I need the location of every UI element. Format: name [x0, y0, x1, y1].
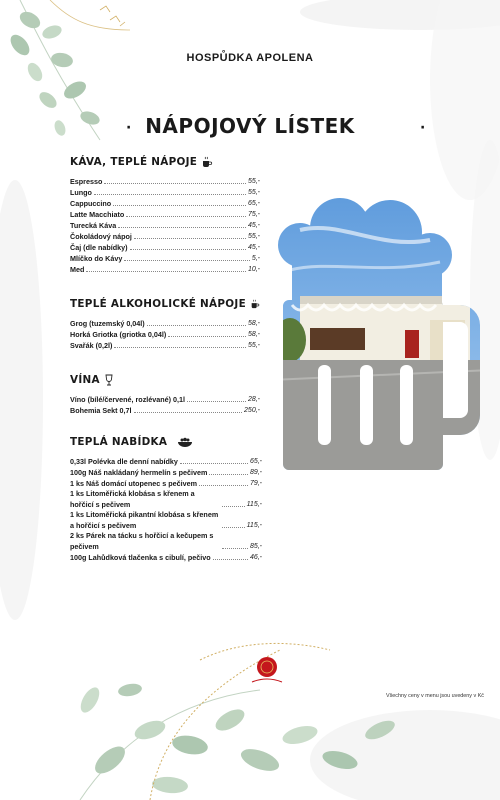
section-title [70, 298, 260, 310]
section-title [70, 436, 262, 448]
menu-item [70, 220, 260, 231]
item-name: 1 ks Náš domácí utopenec s pečivem [70, 479, 198, 488]
item-name: Latte Macchiato [70, 210, 125, 219]
section-title-text: TEPLÁ NABÍDKA [70, 436, 168, 448]
menu-item [70, 552, 262, 563]
item-name: 2 ks Párek na tácku s hořčicí a kečupem s pečivem [70, 531, 214, 551]
item-name: Espresso [70, 177, 103, 186]
section-title [70, 374, 260, 386]
item-name: Bohemia Sekt 0,7l [70, 406, 132, 415]
item-price: 28,- [247, 396, 260, 403]
menu-item [70, 394, 260, 405]
menu-item [70, 478, 262, 489]
section-hot-food [70, 436, 262, 563]
menu-item [70, 242, 260, 253]
item-name: 1 ks Litoměřická klobása s křenem a hořčicí s pečivem [70, 489, 195, 509]
item-name: Čokoládový nápoj [70, 232, 132, 241]
item-name: 100g Lahůdková tlačenka s cibulí, pečivo [70, 553, 211, 562]
item-name: Čaj (dle nabídky) [70, 243, 128, 252]
item-price: 46,- [249, 554, 262, 561]
menu-item [70, 329, 260, 340]
item-price: 85,- [249, 543, 262, 550]
menu-item [70, 405, 260, 416]
menu-item [70, 209, 260, 220]
menu-item [70, 187, 260, 198]
item-name: Víno (bílé/červené, rozlévané) 0,1l [70, 395, 186, 404]
item-price: 79,- [249, 480, 262, 487]
item-name: 100g Náš nakládaný hermelín s pečivem [70, 468, 208, 477]
item-price: 115,- [246, 501, 262, 508]
price-note: Všechny ceny v menu jsou uvedeny v Kč [386, 693, 484, 699]
title-bullet-right: · [420, 120, 426, 136]
menu-item [70, 318, 260, 329]
menu-item [70, 531, 262, 552]
item-price: 55,- [247, 178, 260, 185]
menu-title: NÁPOJOVÝ LÍSTEK [145, 114, 355, 138]
item-price: 45,- [247, 222, 260, 229]
pilsner-urquell-logo [250, 656, 296, 690]
hot-drink-icon [250, 298, 260, 310]
item-name: Horká Griotka (griotka 0,04l) [70, 330, 167, 339]
menu-item [70, 467, 262, 478]
menu-item [70, 253, 260, 264]
section-wines [70, 374, 260, 416]
item-price: 115,- [246, 522, 262, 529]
item-price: 55,- [247, 233, 260, 240]
item-price: 45,- [247, 244, 260, 251]
item-price: 5,- [251, 255, 260, 262]
item-price: 58,- [247, 320, 260, 327]
item-price: 58,- [247, 331, 260, 338]
section-title-text: TEPLÉ ALKOHOLICKÉ NÁPOJE [70, 298, 246, 310]
menu-item [70, 456, 262, 467]
item-name: 1 ks Litoměřická pikantní klobása s křenem a hořčicí s pečivem [70, 510, 219, 530]
item-price: 65,- [249, 458, 262, 465]
wine-glass-icon [104, 374, 114, 386]
item-name: Cappuccino [70, 199, 112, 208]
item-price: 55,- [247, 189, 260, 196]
item-price: 55,- [247, 342, 260, 349]
menu-item [70, 264, 260, 275]
section-title-text: KÁVA, TEPLÉ NÁPOJE [70, 156, 198, 168]
item-price: 89,- [249, 469, 262, 476]
section-coffee [70, 156, 260, 275]
menu-item [70, 198, 260, 209]
menu-item [70, 176, 260, 187]
beer-mug-photo [270, 190, 490, 480]
item-name: Svařák (0,2l) [70, 341, 113, 350]
section-title-text: VÍNA [70, 374, 100, 386]
item-name: Mlíčko do Kávy [70, 254, 123, 263]
item-price: 10,- [247, 266, 260, 273]
coffee-cup-icon [201, 156, 213, 168]
menu-item [70, 340, 260, 351]
item-name: 0,33l Polévka dle denní nabídky [70, 457, 178, 466]
item-price: 250,- [244, 407, 260, 414]
restaurant-name: HOSPŮDKA APOLENA [186, 52, 314, 64]
item-price: 65,- [247, 200, 260, 207]
item-name: Med [70, 265, 85, 274]
item-price: 75,- [247, 211, 260, 218]
item-name: Turecká Káva [70, 221, 117, 230]
item-name: Grog (tuzemský 0,04l) [70, 319, 145, 328]
menu-item [70, 510, 262, 531]
item-name: Lungo [70, 188, 92, 197]
menu-item [70, 489, 262, 510]
section-title [70, 156, 260, 168]
title-bullet-left: · [126, 120, 132, 136]
menu-item [70, 231, 260, 242]
food-bowl-icon [177, 437, 193, 447]
section-hot-alcohol [70, 298, 260, 351]
